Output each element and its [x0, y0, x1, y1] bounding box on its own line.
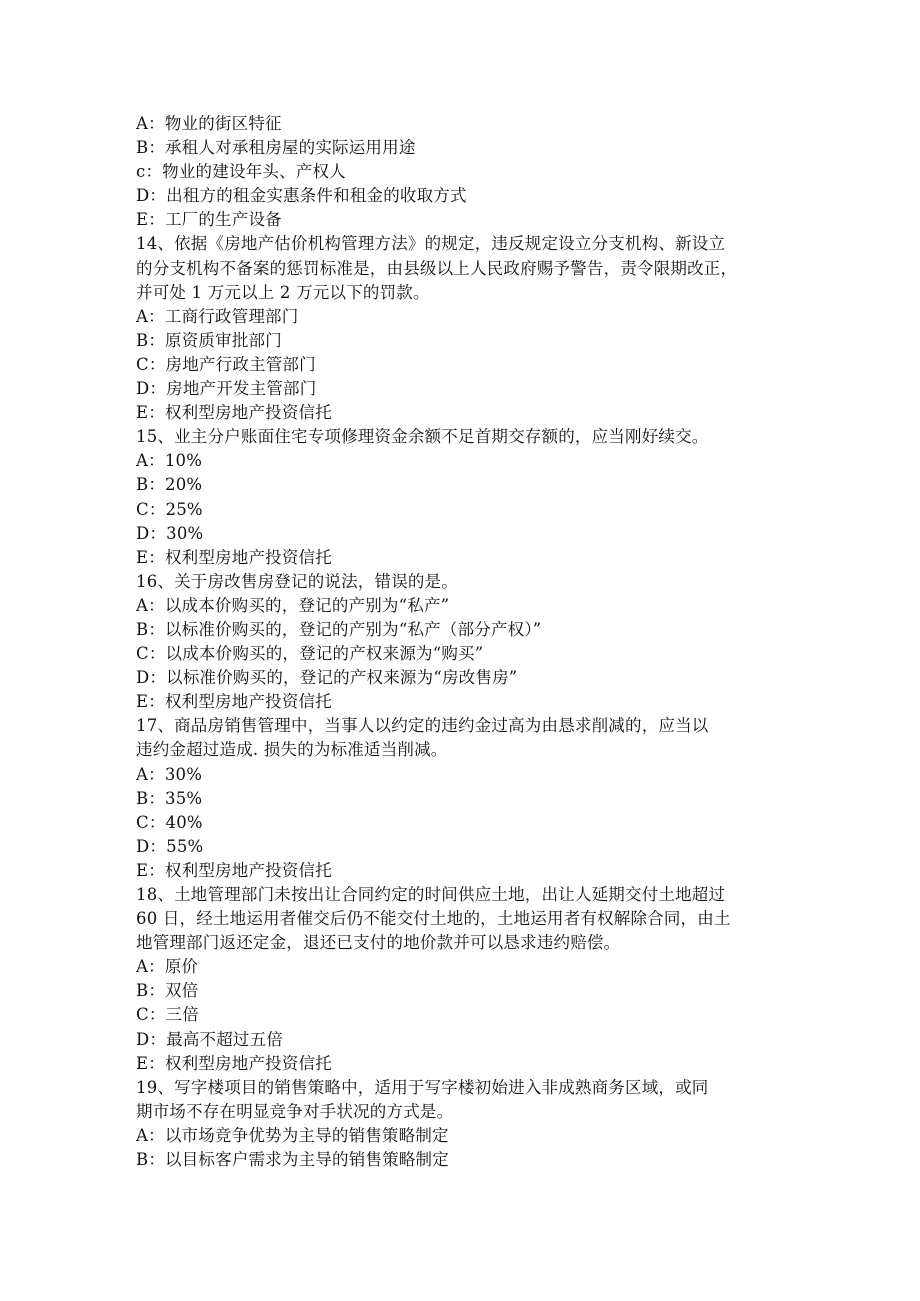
text-line: D：最高不超过五倍	[136, 1029, 284, 1049]
text-line: A：原价	[136, 957, 199, 977]
text-line: D：55%	[136, 836, 204, 856]
text-line: E：工厂的生产设备	[136, 210, 282, 230]
text-line: D：房地产开发主管部门	[136, 379, 317, 399]
text-line: C：以成本价购买的，登记的产权来源为“购买”	[136, 644, 484, 664]
text-line: B：20%	[136, 475, 203, 495]
text-line: E：权利型房地产投资信托	[136, 692, 332, 712]
text-line: B：35%	[136, 788, 203, 808]
text-line: c：物业的建设年头、产权人	[136, 162, 346, 182]
text-line: 并可处 1 万元以上 2 万元以下的罚款。	[136, 282, 430, 302]
text-line: 期市场不存在明显竞争对手状况的方式是。	[136, 1101, 454, 1121]
text-line: C：40%	[136, 812, 203, 832]
text-line: A：工商行政管理部门	[136, 306, 299, 326]
text-line: C：房地产行政主管部门	[136, 354, 316, 374]
text-line: D：出租方的租金实惠条件和租金的收取方式	[136, 186, 467, 206]
text-line: 18、土地管理部门未按出让合同约定的时间供应土地，出让人延期交付土地超过	[136, 885, 726, 904]
text-line: E：权利型房地产投资信托	[136, 403, 332, 423]
text-line: C：25%	[136, 499, 203, 519]
text-line: 17、商品房销售管理中，当事人以约定的违约金过高为由恳求削减的，应当以	[136, 716, 709, 736]
text-line: C：三倍	[136, 1005, 199, 1025]
text-line: D：30%	[136, 523, 204, 543]
text-line: E：权利型房地产投资信托	[136, 860, 332, 880]
text-line: A：物业的街区特征	[136, 114, 282, 133]
document-page	[136, 112, 786, 1172]
text-line: 14、依据《房地产估价机构管理方法》的规定，违反规定设立分支机构、新设立	[136, 234, 726, 254]
text-line: E：权利型房地产投资信托	[136, 547, 332, 567]
text-line: B：以标准价购买的，登记的产别为“私产（部分产权）”	[136, 619, 542, 639]
text-line: 15、业主分户账面住宅专项修理资金余额不足首期交存额的，应当刚好续交。	[136, 427, 709, 447]
text-line: B：双倍	[136, 981, 199, 1001]
text-line: B：原资质审批部门	[136, 330, 282, 350]
text-line: 地管理部门返还定金，退还已支付的地价款并可以恳求违约赔偿。	[136, 933, 621, 953]
text-line: A：以市场竞争优势为主导的销售策略制定	[136, 1125, 449, 1145]
text-line: 60 日，经土地运用者催交后仍不能交付土地的，土地运用者有权解除合同，由土	[136, 909, 731, 929]
text-line: A：以成本价购买的，登记的产别为“私产”	[136, 595, 450, 615]
text-line: E：权利型房地产投资信托	[136, 1053, 332, 1073]
text-line: B：以目标客户需求为主导的销售策略制定	[136, 1150, 449, 1170]
text-line: 16、关于房改售房登记的说法，错误的是。	[136, 571, 458, 591]
text-line: 违约金超过造成. 损失的为标准适当削减。	[136, 740, 448, 760]
text-line: A：10%	[136, 451, 203, 471]
text-line: 19、写字楼项目的销售策略中，适用于写字楼初始进入非成熟商务区域，或同	[136, 1077, 709, 1097]
text-line: 的分支机构不备案的惩罚标准是，由县级以上人民政府赐予警告，责令限期改正，	[136, 258, 738, 278]
text-line: D：以标准价购买的，登记的产权来源为“房改售房”	[136, 668, 518, 688]
text-line: A：30%	[136, 764, 203, 784]
text-line: B：承租人对承租房屋的实际运用用途	[136, 138, 416, 158]
